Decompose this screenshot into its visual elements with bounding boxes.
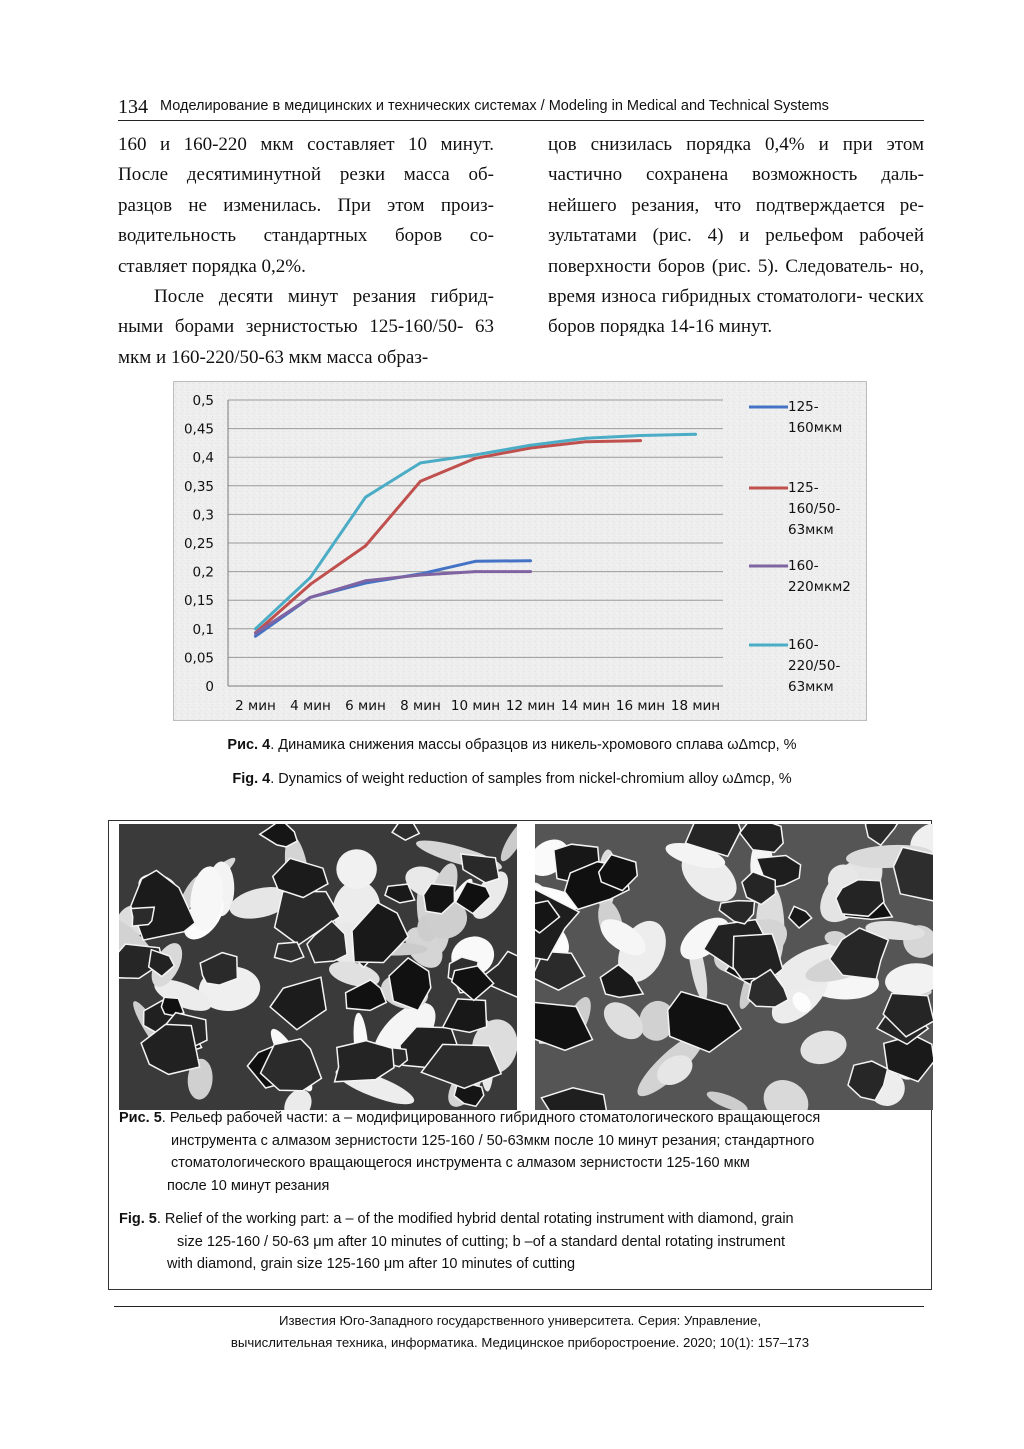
x-tick-label: 8 мин bbox=[400, 698, 441, 714]
x-tick-label: 6 мин bbox=[345, 698, 386, 714]
y-tick-label: 0,5 bbox=[192, 393, 214, 409]
text-line: 63 мкм и 160-220/50-63 мкм масса образ- bbox=[118, 316, 494, 368]
y-tick-label: 0,1 bbox=[192, 621, 214, 638]
data-point bbox=[309, 583, 312, 586]
data-point bbox=[529, 570, 532, 573]
text-line: После десятиминутной резки масса об- bbox=[118, 164, 494, 186]
text-line: цов снизилась порядка 0,4% и при этом bbox=[548, 134, 924, 155]
figure-5-caption-ru bbox=[119, 1107, 820, 1197]
micrograph-a bbox=[119, 824, 517, 1110]
legend-label: 160- bbox=[788, 558, 819, 574]
text-line: 160 и 160-220 мкм составляет 10 минут. bbox=[118, 134, 494, 155]
text-line: ными борами зернистостью 125-160/50- bbox=[118, 316, 464, 338]
data-point bbox=[254, 627, 257, 630]
figure-4-caption-en bbox=[0, 771, 1024, 787]
figure-label: Рис. 5 bbox=[119, 1110, 162, 1126]
x-tick-label: 16 мин bbox=[615, 698, 666, 714]
journal-footer bbox=[0, 1310, 1024, 1354]
caption-text: . Dynamics of weight reduction of samples from nickel-chromium alloy ωΔmcp, % bbox=[270, 771, 792, 787]
footer-line: Известия Юго-Западного государственного университета. Серия: Управление, bbox=[279, 1313, 761, 1328]
figure-4-chart bbox=[173, 381, 867, 721]
header-rule bbox=[118, 120, 924, 121]
paragraph bbox=[118, 130, 494, 282]
figure-4-caption-ru bbox=[0, 737, 1024, 753]
text-line: водительность стандартных боров со- bbox=[118, 225, 494, 247]
x-tick-label: 4 мин bbox=[290, 698, 331, 714]
legend-label: 125- bbox=[788, 399, 819, 415]
data-point bbox=[254, 632, 257, 635]
data-point bbox=[419, 574, 422, 577]
y-tick-label: 0,45 bbox=[183, 421, 214, 438]
text-line: зультатами (рис. 4) и рельефом рабочей bbox=[548, 225, 924, 247]
text-line: частично сохранена возможность даль- bbox=[548, 164, 924, 186]
data-point bbox=[309, 596, 312, 599]
figure-label: Fig. 5 bbox=[119, 1211, 157, 1227]
text-line: разцов не изменилась. При этом произ- bbox=[118, 194, 494, 216]
data-point bbox=[694, 433, 697, 436]
legend-label: 63мкм bbox=[788, 679, 834, 695]
y-tick-label: 0 bbox=[205, 679, 214, 695]
legend-label: 160мкм bbox=[788, 420, 843, 436]
legend-label: 125- bbox=[788, 480, 819, 496]
micrograph-b bbox=[535, 824, 933, 1110]
caption-line: Fig. 5. Relief of the working part: a – of the modified hybrid dental rotating instrument with diamond, grain bbox=[119, 1211, 794, 1227]
micrograph-texture bbox=[535, 824, 933, 1110]
data-point bbox=[529, 444, 532, 447]
y-tick-label: 0,35 bbox=[183, 478, 214, 495]
legend-label: 160- bbox=[788, 637, 819, 653]
caption-line: Рис. 5. Рельеф рабочей части: а – модифицированного гибридного стоматологического вращающегося bbox=[119, 1110, 821, 1126]
x-tick-label: 18 мин bbox=[670, 698, 721, 714]
data-point bbox=[419, 480, 422, 483]
figure-5-caption-en bbox=[119, 1208, 794, 1276]
y-tick-label: 0,3 bbox=[192, 507, 214, 524]
caption-text: . Динамика снижения массы образцов из никель-хромового сплава ωΔmcp, % bbox=[270, 737, 797, 753]
caption-line: стоматологического вращающегося инструмента с алмазом зернистости 125-160 мкм bbox=[171, 1155, 750, 1171]
data-point bbox=[639, 439, 642, 442]
text-line: но, время износа гибридных стоматологи- bbox=[548, 255, 924, 308]
legend-label: 220/50- bbox=[788, 658, 841, 674]
text-line: нейшего резания, что подтверждается ре- bbox=[548, 194, 924, 216]
paragraph bbox=[118, 282, 494, 373]
body-column-left bbox=[118, 130, 494, 373]
footer-rule bbox=[114, 1306, 924, 1307]
data-point bbox=[584, 440, 587, 443]
x-tick-label: 10 мин bbox=[450, 698, 501, 714]
text-line: ставляет порядка 0,2%. bbox=[118, 255, 306, 277]
figure-label: Рис. 4 bbox=[227, 737, 271, 753]
y-tick-label: 0,4 bbox=[192, 450, 214, 467]
y-tick-label: 0,2 bbox=[192, 564, 214, 581]
caption-line: with diamond, grain size 125-160 μm after 10 minutes of cutting bbox=[167, 1256, 576, 1272]
micrograph-texture bbox=[119, 824, 517, 1110]
figure-5-frame bbox=[108, 820, 932, 1290]
footer-line: вычислительная техника, информатика. Медицинское приборостроение. 2020; 10(1): 157–173 bbox=[230, 1335, 810, 1350]
data-point bbox=[364, 579, 367, 582]
data-point bbox=[584, 437, 587, 440]
legend-label: 220мкм2 bbox=[788, 579, 851, 595]
data-point bbox=[474, 454, 477, 457]
y-tick-label: 0,25 bbox=[183, 536, 214, 552]
data-point bbox=[309, 576, 312, 579]
data-point bbox=[254, 635, 257, 638]
journal-section-title: Моделирование в медицинских и технических системах / Modeling in Medical and Technical Systems bbox=[160, 98, 829, 114]
y-tick-label: 0,05 bbox=[183, 650, 214, 667]
figure-label: Fig. 4 bbox=[232, 771, 271, 787]
text-line: После десяти минут резания гибрид- bbox=[154, 286, 494, 308]
legend-label: 63мкм bbox=[788, 522, 834, 538]
legend-label: 160/50- bbox=[788, 501, 841, 517]
x-tick-label: 2 мин bbox=[235, 698, 276, 714]
x-tick-label: 12 мин bbox=[505, 698, 556, 714]
data-point bbox=[639, 434, 642, 437]
data-point bbox=[529, 447, 532, 450]
data-point bbox=[364, 544, 367, 547]
text-line: поверхности боров (рис. 5). Следователь- bbox=[548, 255, 893, 277]
data-point bbox=[474, 560, 477, 563]
caption-line: size 125-160 / 50-63 μm after 10 minutes of cutting; b –of a standard dental rotating instrument bbox=[177, 1233, 786, 1250]
y-tick-label: 0,15 bbox=[183, 593, 214, 610]
line-chart bbox=[174, 382, 866, 720]
body-column-right bbox=[548, 130, 924, 343]
running-header bbox=[118, 96, 924, 120]
caption-line: инструмента с алмазом зернистости 125-160 / 50-63мкм после 10 минут резания; стандартного bbox=[171, 1132, 815, 1149]
caption-line: после 10 минут резания bbox=[167, 1177, 330, 1194]
x-tick-label: 14 мин bbox=[560, 698, 611, 714]
data-point bbox=[529, 559, 532, 562]
data-point bbox=[364, 496, 367, 499]
data-point bbox=[474, 457, 477, 460]
page-number: 134 bbox=[118, 96, 148, 118]
paragraph bbox=[548, 130, 924, 343]
text-line: ческих боров порядка 14-16 минут. bbox=[548, 286, 924, 338]
data-point bbox=[474, 570, 477, 573]
data-point bbox=[419, 462, 422, 465]
